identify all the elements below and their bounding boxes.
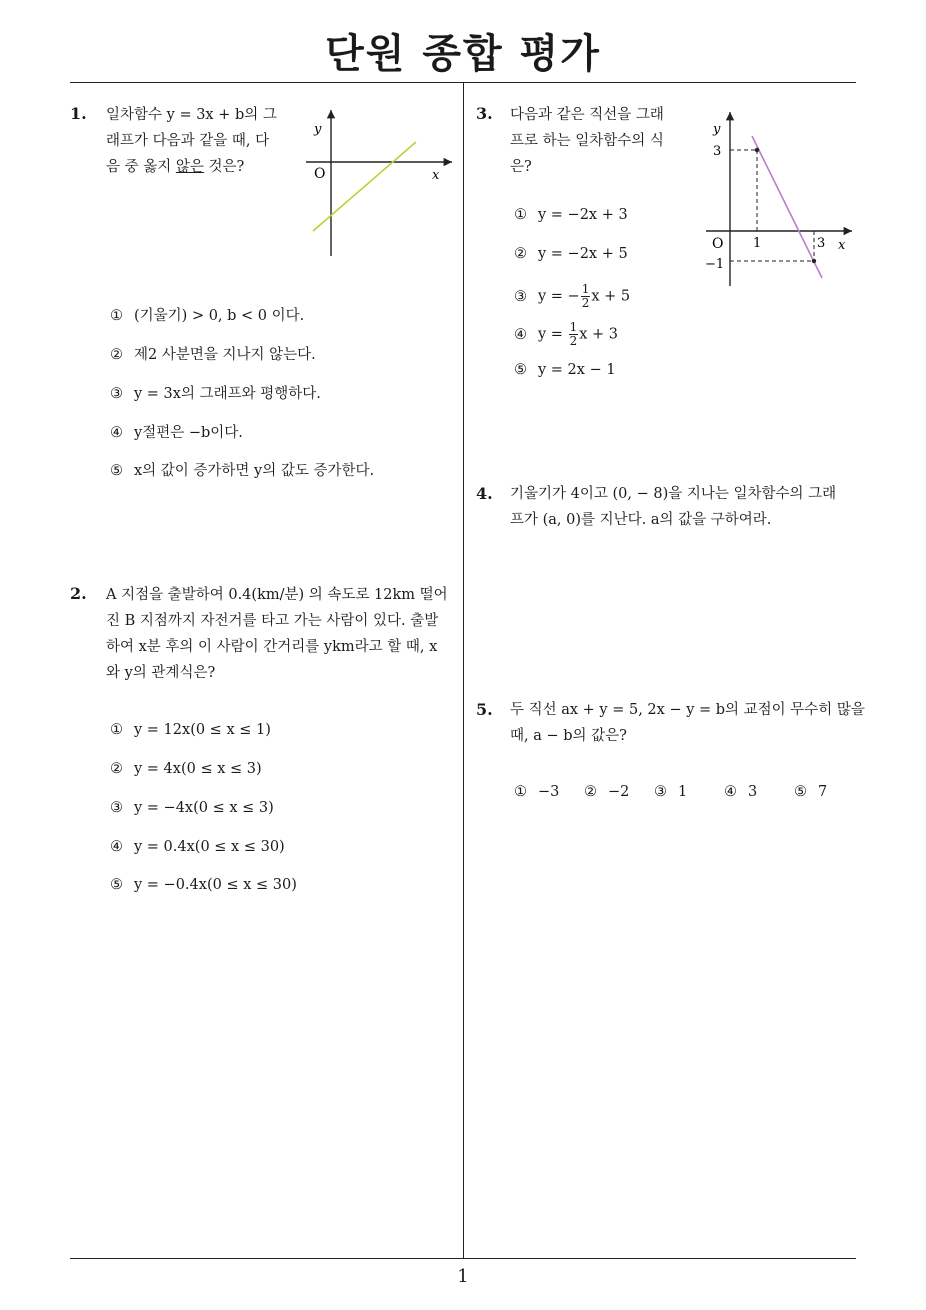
q1-stem-line2: 래프가 다음과 같을 때, 다 xyxy=(106,133,270,149)
q4-stem-line1: 기울기가 4이고 (0, − 8)을 지나는 일차함수의 그래 xyxy=(510,486,837,502)
q2-stem xyxy=(106,582,458,686)
q3-x-label: x xyxy=(838,238,846,253)
q3-stem xyxy=(510,102,700,180)
q1-option-3[interactable]: ③ y = 3x의 그래프와 평행하다. xyxy=(110,386,321,402)
q3-point-2 xyxy=(812,259,816,263)
q1-y-label: y xyxy=(314,122,322,137)
q3-origin-label: O xyxy=(712,236,724,252)
q3-function-line xyxy=(752,136,822,278)
q1-x-label: x xyxy=(432,168,440,183)
q3-tick-x3: 3 xyxy=(817,236,826,251)
q2-stem-line1: A 지점을 출발하여 0.4(km/분) 의 속도로 12km 떨어 xyxy=(106,587,448,603)
q5-stem-line1: 두 직선 ax + y = 5, 2x − y = b의 교점이 무수히 많을 xyxy=(510,702,865,718)
q3-y-label: y xyxy=(713,122,721,137)
q3-point-1 xyxy=(755,148,759,152)
q1-option-4[interactable]: ④ y절편은 −b이다. xyxy=(110,425,243,441)
q3-stem-line2: 프로 하는 일차함수의 식 xyxy=(510,133,664,149)
q1-stem-line1: 일차함수 y = 3x + b의 그 xyxy=(106,107,277,123)
q3-option-3-fraction: $\frac{1}{2}$ xyxy=(581,282,590,310)
page-number: 1 xyxy=(457,1266,469,1287)
q3-stem-line1: 다음과 같은 직선을 그래 xyxy=(510,107,664,123)
q4-stem xyxy=(510,481,865,533)
q2-stem-line3: 하여 x분 후의 이 사람이 간거리를 ykm라고 할 때, x xyxy=(106,639,438,655)
q3-option-4-fraction: $\frac{1}{2}$ xyxy=(569,320,578,348)
q5-option-3[interactable]: ③ 1 xyxy=(654,784,688,800)
q5-stem-line2: 때, a − b의 값은? xyxy=(510,728,627,744)
q1-number: 1. xyxy=(70,104,87,123)
q1-option-5[interactable]: ⑤ x의 값이 증가하면 y의 값도 증가한다. xyxy=(110,463,375,479)
q2-stem-line4: 와 y의 관계식은? xyxy=(106,665,216,681)
q3-tick-y3: 3 xyxy=(713,144,722,159)
q3-option-1[interactable]: ① y = −2x + 3 xyxy=(514,207,628,223)
q1-origin-label: O xyxy=(314,166,326,182)
q3-graph xyxy=(700,106,860,291)
q1-underlined-word: 않은 xyxy=(175,159,204,175)
q5-option-2[interactable]: ② −2 xyxy=(584,784,630,800)
bottom-rule xyxy=(70,1258,856,1259)
q3-option-5[interactable]: ⑤ y = 2x − 1 xyxy=(514,362,616,378)
q5-number: 5. xyxy=(476,700,493,719)
q3-option-2[interactable]: ② y = −2x + 5 xyxy=(514,246,628,262)
q3-stem-line3: 은? xyxy=(510,159,532,175)
q1-option-1[interactable]: ① (기울기) > 0, b < 0 이다. xyxy=(110,308,305,324)
q2-option-3[interactable]: ③ y = −4x(0 ≤ x ≤ 3) xyxy=(110,800,274,816)
q3-option-3[interactable]: ③ y = − $\frac{1}{2}$ x + 5 xyxy=(514,282,631,310)
q2-option-2[interactable]: ② y = 4x(0 ≤ x ≤ 3) xyxy=(110,761,262,777)
q3-tick-x1: 1 xyxy=(753,236,762,251)
q2-option-5[interactable]: ⑤ y = −0.4x(0 ≤ x ≤ 30) xyxy=(110,877,297,893)
q1-stem xyxy=(106,102,296,180)
q1-function-line xyxy=(313,142,416,231)
q4-stem-line2: 프가 (a, 0)를 지난다. a의 값을 구하여라. xyxy=(510,512,772,528)
q2-option-1[interactable]: ① y = 12x(0 ≤ x ≤ 1) xyxy=(110,722,271,738)
q3-option-4[interactable]: ④ y = $\frac{1}{2}$ x + 3 xyxy=(514,320,618,348)
column-divider xyxy=(463,83,464,1258)
q2-stem-line2: 진 B 지점까지 자전거를 타고 가는 사람이 있다. 출발 xyxy=(106,613,439,629)
q3-number: 3. xyxy=(476,104,493,123)
q4-number: 4. xyxy=(476,484,493,503)
q1-option-2[interactable]: ② 제2 사분면을 지나지 않는다. xyxy=(110,347,316,363)
q5-option-5[interactable]: ⑤ 7 xyxy=(794,784,828,800)
q2-number: 2. xyxy=(70,584,87,603)
q5-option-4[interactable]: ④ 3 xyxy=(724,784,758,800)
q5-option-1[interactable]: ① −3 xyxy=(514,784,560,800)
page-title: 단원 종합 평가 xyxy=(325,31,601,77)
q2-option-4[interactable]: ④ y = 0.4x(0 ≤ x ≤ 30) xyxy=(110,839,285,855)
q3-tick-yneg1: −1 xyxy=(705,257,725,272)
q5-stem xyxy=(510,697,865,749)
q1-graph xyxy=(300,104,460,264)
q1-stem-line3: 음 중 옳지 않은 것은? xyxy=(106,159,245,175)
